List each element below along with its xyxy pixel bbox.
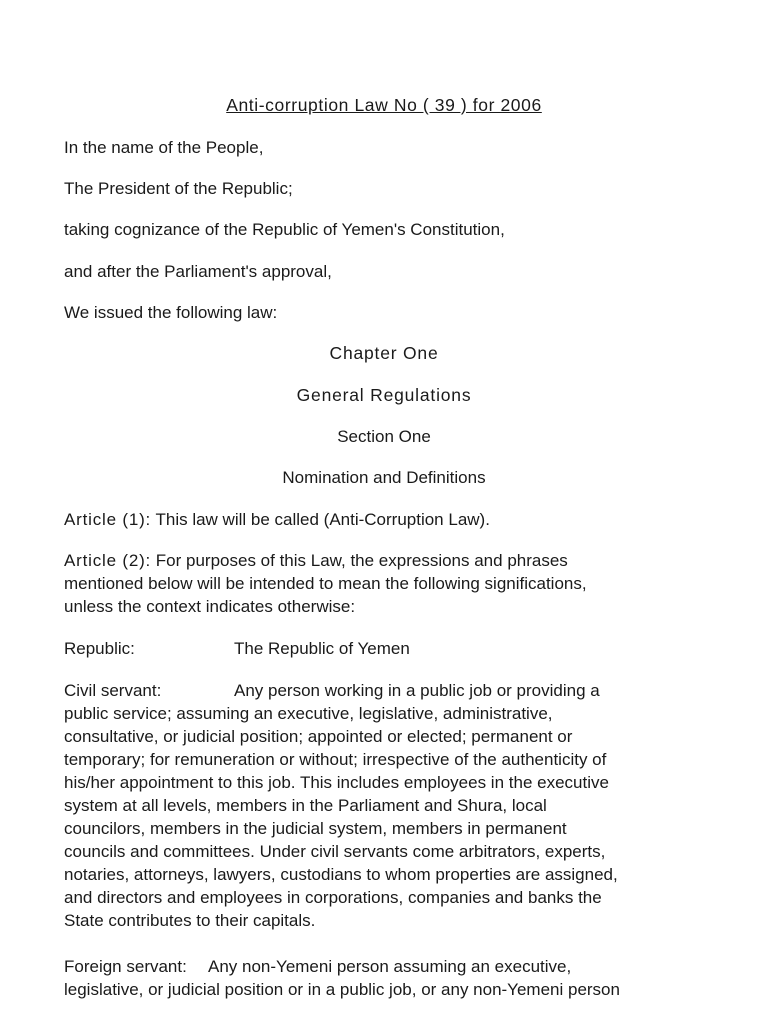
article-1 <box>64 508 490 531</box>
preamble-line-1: In the name of the People, <box>64 138 264 157</box>
definition-republic <box>64 637 410 660</box>
article-1-label: Article (1): <box>64 510 152 529</box>
definition-civil-servant-line: his/her appointment to this job. This includes employees in the executive <box>64 773 609 792</box>
definition-civil-servant-line: State contributes to their capitals. <box>64 911 316 930</box>
definition-civil-servant-line: notaries, attorneys, lawyers, custodians to whom properties are assigned, <box>64 865 618 884</box>
definition-civil-servant-term: Civil servant: <box>64 681 162 700</box>
article-2-line-2: mentioned below will be intended to mean the following significations, <box>64 574 587 593</box>
definition-foreign-servant-first: Any non-Yemeni person assuming an executive, <box>208 957 572 976</box>
article-2 <box>64 549 714 618</box>
definition-civil-servant-line: temporary; for remuneration or without; irrespective of the authenticity of <box>64 750 607 769</box>
preamble-line-3: taking cognizance of the Republic of Yemen's Constitution, <box>64 220 505 239</box>
article-2-line-1: For purposes of this Law, the expressions and phrases <box>151 551 568 570</box>
definition-republic-text: The Republic of Yemen <box>234 639 410 658</box>
definition-civil-servant-line: councils and committees. Under civil servants come arbitrators, experts, <box>64 842 606 861</box>
article-2-line-3: unless the context indicates otherwise: <box>64 597 356 616</box>
section-title: Nomination and Definitions <box>282 468 486 487</box>
definition-foreign-servant-line: legislative, or judicial position or in a public job, or any non-Yemeni person <box>64 980 620 999</box>
definition-republic-term: Republic: <box>64 639 135 658</box>
chapter-title: General Regulations <box>296 385 472 405</box>
definition-civil-servant-line: system at all levels, members in the Parliament and Shura, local <box>64 796 547 815</box>
definition-foreign-servant-term: Foreign servant: <box>64 957 187 976</box>
document-title: Anti-corruption Law No ( 39 ) for 2006 <box>226 95 542 115</box>
section-heading: Section One <box>337 427 431 446</box>
definition-foreign-servant <box>64 955 714 1001</box>
definition-civil-servant <box>64 679 714 932</box>
preamble-line-4: and after the Parliament's approval, <box>64 262 332 281</box>
definition-civil-servant-line: and directors and employees in corporations, companies and banks the <box>64 888 602 907</box>
preamble-line-2: The President of the Republic; <box>64 179 293 198</box>
definition-civil-servant-line: public service; assuming an executive, legislative, administrative, <box>64 704 553 723</box>
definition-civil-servant-first: Any person working in a public job or providing a <box>234 681 600 700</box>
chapter-heading: Chapter One <box>329 343 439 363</box>
article-2-label: Article (2): <box>64 551 152 570</box>
definition-civil-servant-line: councilors, members in the judicial system, members in permanent <box>64 819 567 838</box>
definition-civil-servant-line: consultative, or judicial position; appointed or elected; permanent or <box>64 727 573 746</box>
preamble-line-5: We issued the following law: <box>64 303 278 322</box>
article-1-text: This law will be called (Anti-Corruption Law). <box>151 510 490 529</box>
